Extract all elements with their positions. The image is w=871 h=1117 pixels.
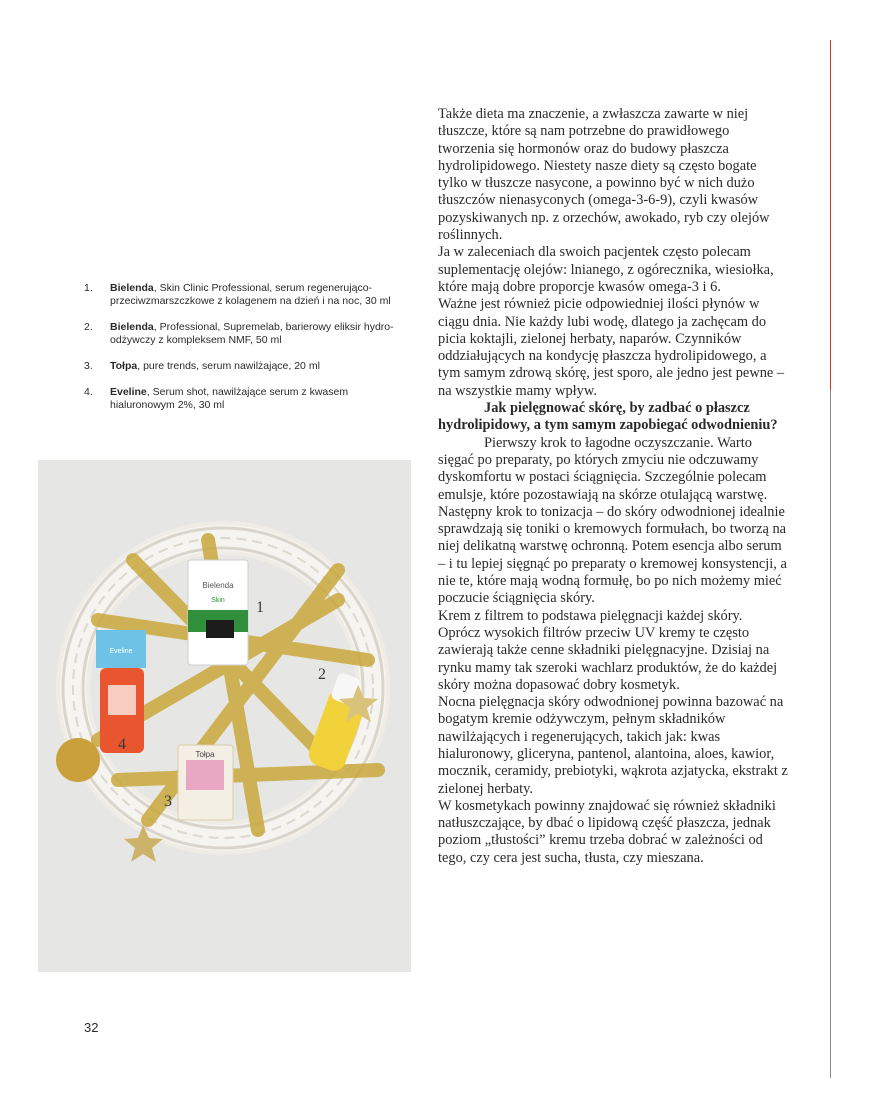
paragraph: Ważne jest również picie odpowiedniej ilości płynów w ciągu dnia. Nie każdy lubi wodę, dlatego ja zachęcam do picia koktajli, zielonej herbaty, naparów. Czynników oddziałujących na kondycję płaszcza hydrolipidowego, a tym samym zdrową skórę, jest sporo, ale jedno jest pewne – na wszystkie mamy wpływ. xyxy=(438,296,785,399)
product-brand: Tołpa xyxy=(110,360,138,372)
page-number: 32 xyxy=(84,1020,99,1035)
product-brand: Eveline xyxy=(110,386,147,398)
product-number: 2. xyxy=(84,321,93,333)
bielenda-label: Bielenda xyxy=(202,581,234,590)
product-number: 1. xyxy=(84,282,93,294)
product-label-4: 4 xyxy=(118,736,126,753)
product-item xyxy=(84,282,404,308)
paragraph: Następny krok to tonizacja – do skóry odwodnionej idealnie sprawdzają się toniki o kremowych formułach, bo tworzą na niej delikatną warstwę ochronną. Potem esencja albo serum – i tu lepiej sięgnąć po preparaty o kremowej konsystencji, a nie te, które mają wodną formułę, bo po nich możemy mieć poczucie ściągnięcia skóry. xyxy=(438,503,787,607)
product-item xyxy=(84,360,404,373)
paragraph: Pierwszy krok to łagodne oczyszczanie. Warto sięgać po preparaty, po których zmyciu nie odczuwamy dyskomfortu w postaci ściągnięcia. Szczególnie polecam emulsje, które pozostawiają na skórze otulającą warstwę. xyxy=(438,434,768,503)
product-label-3: 3 xyxy=(164,793,172,810)
product-description: , Serum shot, nawilżające serum z kwasem hialuronowym 2%, 30 ml xyxy=(110,386,349,411)
product-item xyxy=(84,386,404,412)
product-list xyxy=(84,282,404,425)
eveline-label: Eveline xyxy=(109,648,133,655)
product-number: 4. xyxy=(84,386,93,398)
green-box-product xyxy=(188,560,248,665)
gold-bauble xyxy=(56,738,100,782)
article-body xyxy=(438,106,788,867)
paragraph: Także dieta ma znaczenie, a zwłaszcza zawarte w niej tłuszcze, które są nam potrzebne do prawidłowego tworzenia się hormonów oraz do budowy płaszcza hydrolipidowego. Niestety nasze diety są często bogate tylko w tłuszcze nasycone, a powinno być w nich dużo tłuszczów nienasyconych (omega-3-6-9), czyli kwasów pozyskiwanych np. z orzechów, awokado, ryb czy olejów roślinnych. xyxy=(438,106,770,244)
paragraph: Ja w zaleceniach dla swoich pacjentek często polecam suplementację olejów: lnianego, z ogórecznika, wiesiołka, które mają dobre proporcje kwasów omega-3 i 6. xyxy=(438,244,774,295)
orange-serum-product xyxy=(96,630,146,753)
paragraph: Krem z filtrem to podstawa pielęgnacji każdej skóry. Oprócz wysokich filtrów przeciw UV kremy te często zawierają także cenne składniki pielęgnacyjne. Dzisiaj na rynku mamy tak szeroki wachlarz produktów, że do każdej skóry można dopasować dobry kosmetyk. xyxy=(438,607,778,693)
tolpa-label: Tołpa xyxy=(195,750,215,759)
product-brand: Bielenda xyxy=(110,282,154,294)
product-number: 3. xyxy=(84,360,93,372)
product-brand: Bielenda xyxy=(110,321,154,333)
product-photo xyxy=(38,460,411,972)
product-description: , pure trends, serum nawilżające, 20 ml xyxy=(137,360,320,372)
product-description: , Professional, Supremelab, barierowy eliksir hydro-odżywczy z kompleksem NMF, 50 ml xyxy=(110,321,394,346)
product-description: , Skin Clinic Professional, serum regenerująco-przeciwzmarszczkowe z kolagenem na dzień i na noc, 30 ml xyxy=(110,282,391,307)
section-heading: Jak pielęgnować skórę, by zadbać o płaszcz hydrolipidowy, a tym samym zapobiegać odwodnieniu? xyxy=(438,400,778,434)
product-label-2: 2 xyxy=(318,666,326,683)
vertical-rule-accent xyxy=(830,40,831,390)
paragraph: Nocna pielęgnacja skóry odwodnionej powinna bazować na bogatym kremie odżywczym, pełnym składników nawilżających i regenerujących, takich jak: kwas hialuronowy, gliceryna, pantenol, alantoina, aloes, kawior, mocznik, ceramidy, prebiotyki, wąkrota azjatycka, ekstrakt z zielonej herbaty. xyxy=(438,694,788,797)
product-item xyxy=(84,321,404,347)
product-label-1: 1 xyxy=(256,599,264,616)
tolpa-box-product xyxy=(178,745,233,820)
paragraph: W kosmetykach powinny znajdować się również składniki natłuszczające, by dbać o lipidową część płaszcza, jednak poziom „tłustości” kremu trzeba dobrać w zależności od tego, czy cera jest sucha, tłusta, czy mieszana. xyxy=(438,797,776,866)
skin-label: Skin xyxy=(211,597,225,604)
